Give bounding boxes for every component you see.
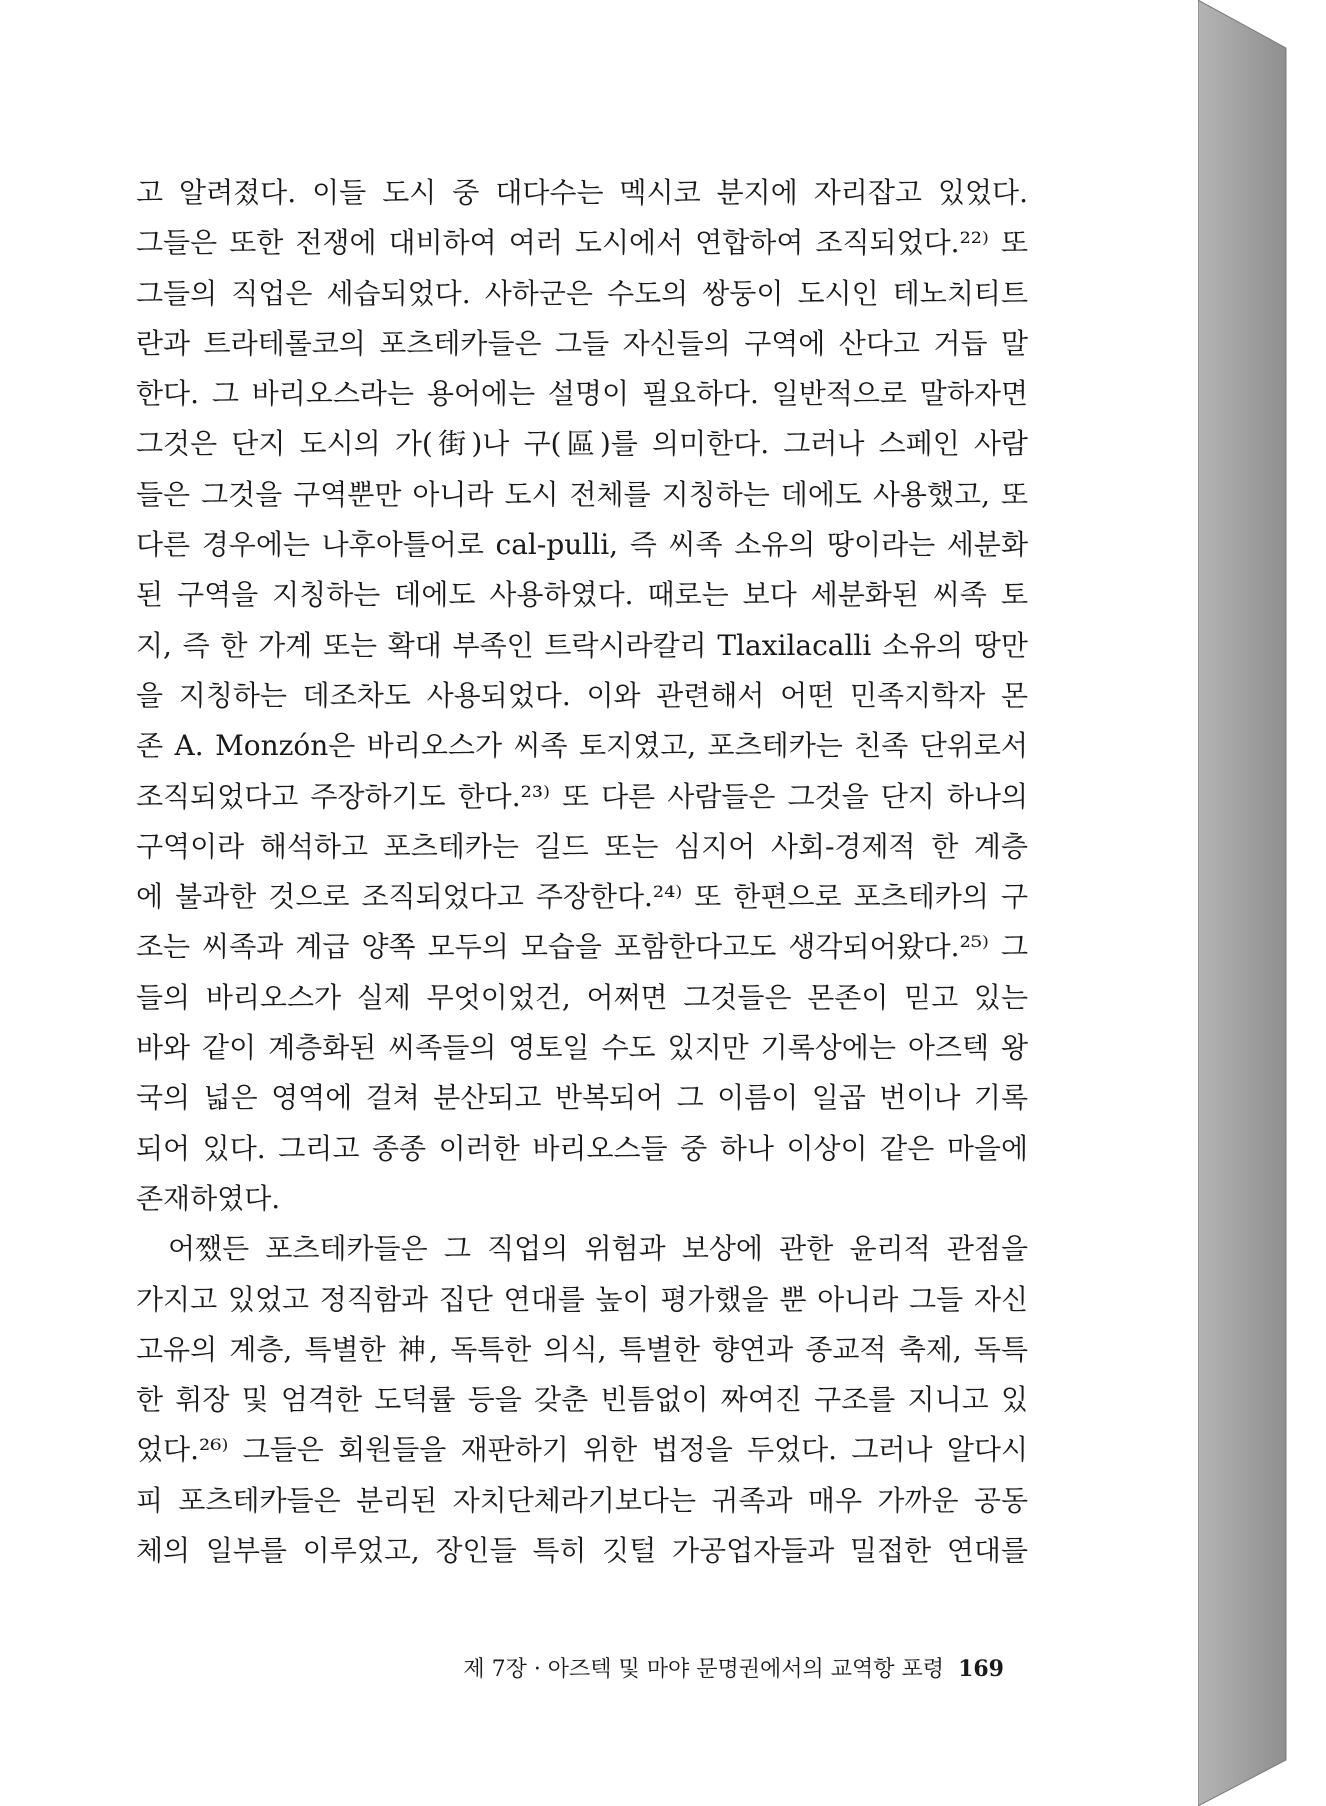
page-footer [136,1652,1004,1683]
text-line: 피 포츠테카들은 분리된 자치단체라기보다는 귀족과 매우 가까운 공동 [136,1483,1028,1517]
text-line: 체의 일부를 이루었고, 장인들 특히 깃털 가공업자들과 밀접한 연대를 [136,1534,1028,1568]
text-line: 지, 즉 한 가계 또는 확대 부족인 트락시라칼리 Tlaxilacalli 소유의 땅만 [136,628,1028,662]
text-line: 되어 있다. 그리고 종종 이러한 바리오스들 중 하나 이상이 같은 마을에 [136,1131,1028,1165]
text-line: 존 A. Monzón은 바리오스가 씨족 토지였고, 포츠테카는 친족 단위로서 [136,729,1028,763]
text-line: 구역이라 해석하고 포츠테카는 길드 또는 심지어 사회-경제적 한 계층 [136,829,1028,863]
chapter-title: 제 7장 · 아즈텍 및 마야 문명권에서의 교역항 포령 [463,1657,945,1682]
text-line: 된 구역을 지칭하는 데에도 사용하였다. 때로는 보다 세분화된 씨족 토 [136,578,1028,612]
text-line: 한다. 그 바리오스라는 용어에는 설명이 필요하다. 일반적으로 말하자면 [136,377,1028,411]
text-line: 에 불과한 것으로 조직되었다고 주장한다.²⁴⁾ 또 한편으로 포츠테카의 구 [136,880,1028,914]
text-line: 그들의 직업은 세습되었다. 사하군은 수도의 쌍둥이 도시인 테노치티트 [136,276,1028,310]
text-line: 을 지칭하는 데조차도 사용되었다. 이와 관련해서 어떤 민족지학자 몬 [136,678,1028,712]
text-line: 한 휘장 및 엄격한 도덕률 등을 갖춘 빈틈없이 짜여진 구조를 지니고 있 [136,1383,1028,1417]
text-line: 들은 그것을 구역뿐만 아니라 도시 전체를 지칭하는 데에도 사용했고, 또 [136,477,1028,511]
text-line: 그들은 또한 전쟁에 대비하여 여러 도시에서 연합하여 조직되었다.²²⁾ 또 [136,226,1028,260]
text-line: 었다.²⁶⁾ 그들은 회원들을 재판하기 위한 법정을 두었다. 그러나 알다시 [136,1433,1028,1467]
text-line: 들의 바리오스가 실제 무엇이었건, 어쩌면 그것들은 몬존이 믿고 있는 [136,980,1028,1014]
text-line: 조는 씨족과 계급 양쪽 모두의 모습을 포함한다고도 생각되어왔다.²⁵⁾ 그 [136,930,1028,964]
text-line: 그것은 단지 도시의 가(街)나 구(區)를 의미한다. 그러나 스페인 사람 [136,427,1028,461]
text-line: 다른 경우에는 나후아틀어로 cal-pulli, 즉 씨족 소유의 땅이라는 세분화 [136,528,1028,562]
text-line: 국의 넓은 영역에 걸쳐 분산되고 반복되어 그 이름이 일곱 번이나 기록 [136,1081,1028,1115]
text-line: 고유의 계층, 특별한 神, 독특한 의식, 특별한 향연과 종교적 축제, 독특 [136,1332,1028,1366]
book-edge-shape [1198,0,1288,1806]
text-line: 어쨌든 포츠테카들은 그 직업의 위험과 보상에 관한 윤리적 관점을 [168,1232,1028,1266]
text-line: 조직되었다고 주장하기도 한다.²³⁾ 또 다른 사람들은 그것을 단지 하나의 [136,779,1028,813]
text-line: 존재하였다. [136,1181,281,1215]
page-number: 169 [958,1656,1004,1682]
body-text [136,168,1028,1576]
book-edge [1198,0,1288,1806]
text-line: 고 알려졌다. 이들 도시 중 대다수는 멕시코 분지에 자리잡고 있었다. [136,176,1028,209]
text-line: 가지고 있었고 정직함과 집단 연대를 높이 평가했을 뿐 아니라 그들 자신 [136,1282,1028,1316]
text-line: 란과 트라테롤코의 포츠테카들은 그들 자신들의 구역에 산다고 거듭 말 [136,326,1028,360]
text-line: 바와 같이 계층화된 씨족들의 영토일 수도 있지만 기록상에는 아즈텍 왕 [136,1031,1028,1065]
